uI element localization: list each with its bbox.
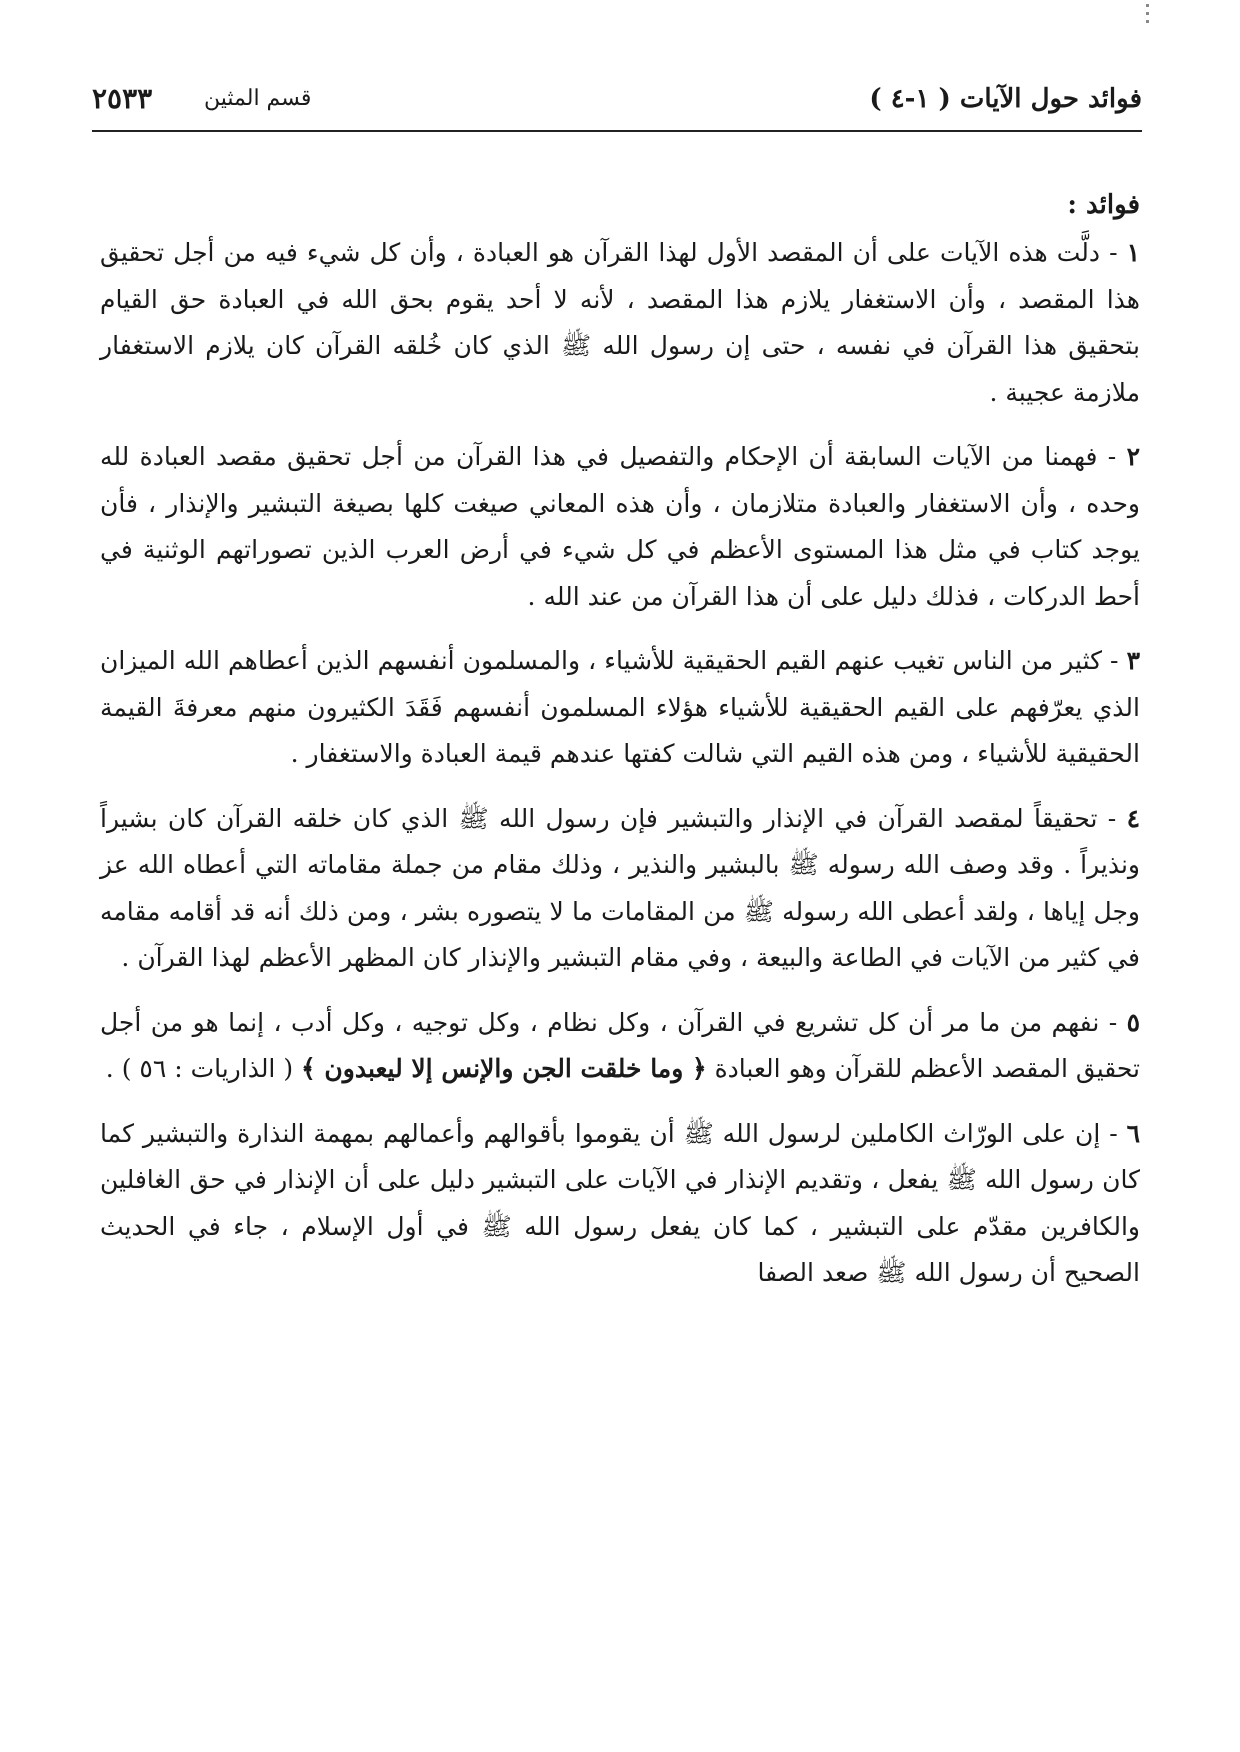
paragraph-1	[100, 230, 1140, 416]
page-body	[100, 190, 1140, 1315]
paragraph-text: - تحقيقاً لمقصد القرآن في الإنذار والتبشير فإن رسول الله ﷺ الذي كان خلقه القرآن كان بشيراً ونذيراً . وقد وصف الله رسوله ﷺ بالبشير والنذير ، وذلك مقام من جملة مقاماته التي أعطاه الله عز وجل إياها ، ولقد أعطى الله رسوله ﷺ من المقامات ما لا يتصوره بشر ، ومن ذلك أنه قد أقامه مقامه في كثير من الآيات في الطاعة والبيعة ، وفي مقام التبشير والإنذار كان المظهر الأعظم لهذا القرآن .	[100, 803, 1140, 972]
paragraph-text: - دلَّت هذه الآيات على أن المقصد الأول لهذا القرآن هو العبادة ، وأن كل شيء فيه من أجل تحقيق هذا المقصد ، وأن الاستغفار يلازم هذا المقصد ، لأنه لا أحد يقوم بحق الله في العبادة حق القيام بتحقيق هذا القرآن في نفسه ، حتى إن رسول الله ﷺ الذي كان خُلقه القرآن كان يلازم الاستغفار ملازمة عجيبة .	[100, 238, 1140, 407]
paragraph-text: - كثير من الناس تغيب عنهم القيم الحقيقية للأشياء ، والمسلمون أنفسهم الذين أعطاهم الله الميزان الذي يعرّفهم على القيم الحقيقية للأشياء هؤلاء المسلمون أنفسهم فَقَدَ الكثيرون منهم معرفةَ القيمة الحقيقية للأشياء ، ومن هذه القيم التي شالت كفتها عندهم قيمة العبادة والاستغفار .	[100, 646, 1140, 768]
paragraph-6	[100, 1111, 1140, 1297]
paragraph-number: ٤	[1126, 803, 1140, 833]
paragraph-number: ٢	[1126, 442, 1140, 471]
paragraph-number: ١	[1126, 238, 1140, 267]
paragraph-number: ٣	[1126, 646, 1140, 675]
paragraph-3	[100, 638, 1140, 778]
section-name: قسم المثين	[204, 86, 312, 111]
paragraph-number: ٦	[1126, 1118, 1140, 1148]
page-header	[92, 84, 1142, 132]
paragraph-text: - نفهم من ما مر أن كل تشريع في القرآن ، وكل نظام ، وكل توجيه ، وكل أدب ، إنما هو من أجل تحقيق المقصد الأعظم للقرآن وهو العبادة	[100, 1007, 1140, 1083]
page-number: ٢٥٣٣	[92, 82, 153, 115]
verse-reference: ( الذاريات : ٥٦ ) .	[105, 1054, 302, 1083]
paragraph-text: - فهمنا من الآيات السابقة أن الإحكام والتفصيل في هذا القرآن من أجل تحقيق مقصد العبادة لله وحده ، وأن الاستغفار والعبادة متلازمان ، وأن هذه المعاني صيغت كلها بصيغة التبشير والإنذار ، فأن يوجد كتاب في مثل هذا المستوى الأعظم في كل شيء في أرض العرب الذين تصوراتهم الوثنية في أحط الدركات ، فذلك دليل على أن هذا القرآن من عند الله .	[100, 442, 1140, 611]
paragraph-2	[100, 434, 1140, 620]
paragraph-text: - إن على الورّاث الكاملين لرسول الله ﷺ أن يقوموا بأقوالهم وأعمالهم بمهمة النذارة والتبشير كما كان رسول الله ﷺ يفعل ، وتقديم الإنذار في الآيات على التبشير دليل على أن الإنذار في حق الغافلين والكافرين مقدّم على التبشير ، كما كان يفعل رسول الله ﷺ في أول الإسلام ، جاء في الحديث الصحيح أن رسول الله ﷺ صعد الصفا	[100, 1118, 1140, 1287]
section-heading: فوائد :	[1067, 190, 1140, 220]
quran-verse: ﴿ وما خلقت الجن والإنس إلا ليعبدون ﴾	[301, 1054, 707, 1083]
header-divider	[92, 130, 1142, 132]
paragraph-4	[100, 796, 1140, 982]
margin-marks	[1146, 4, 1150, 28]
running-title: فوائد حول الآيات ( ١-٤ )	[869, 84, 1142, 114]
paragraph-5	[100, 1000, 1140, 1093]
paragraph-number: ٥	[1126, 1007, 1140, 1037]
